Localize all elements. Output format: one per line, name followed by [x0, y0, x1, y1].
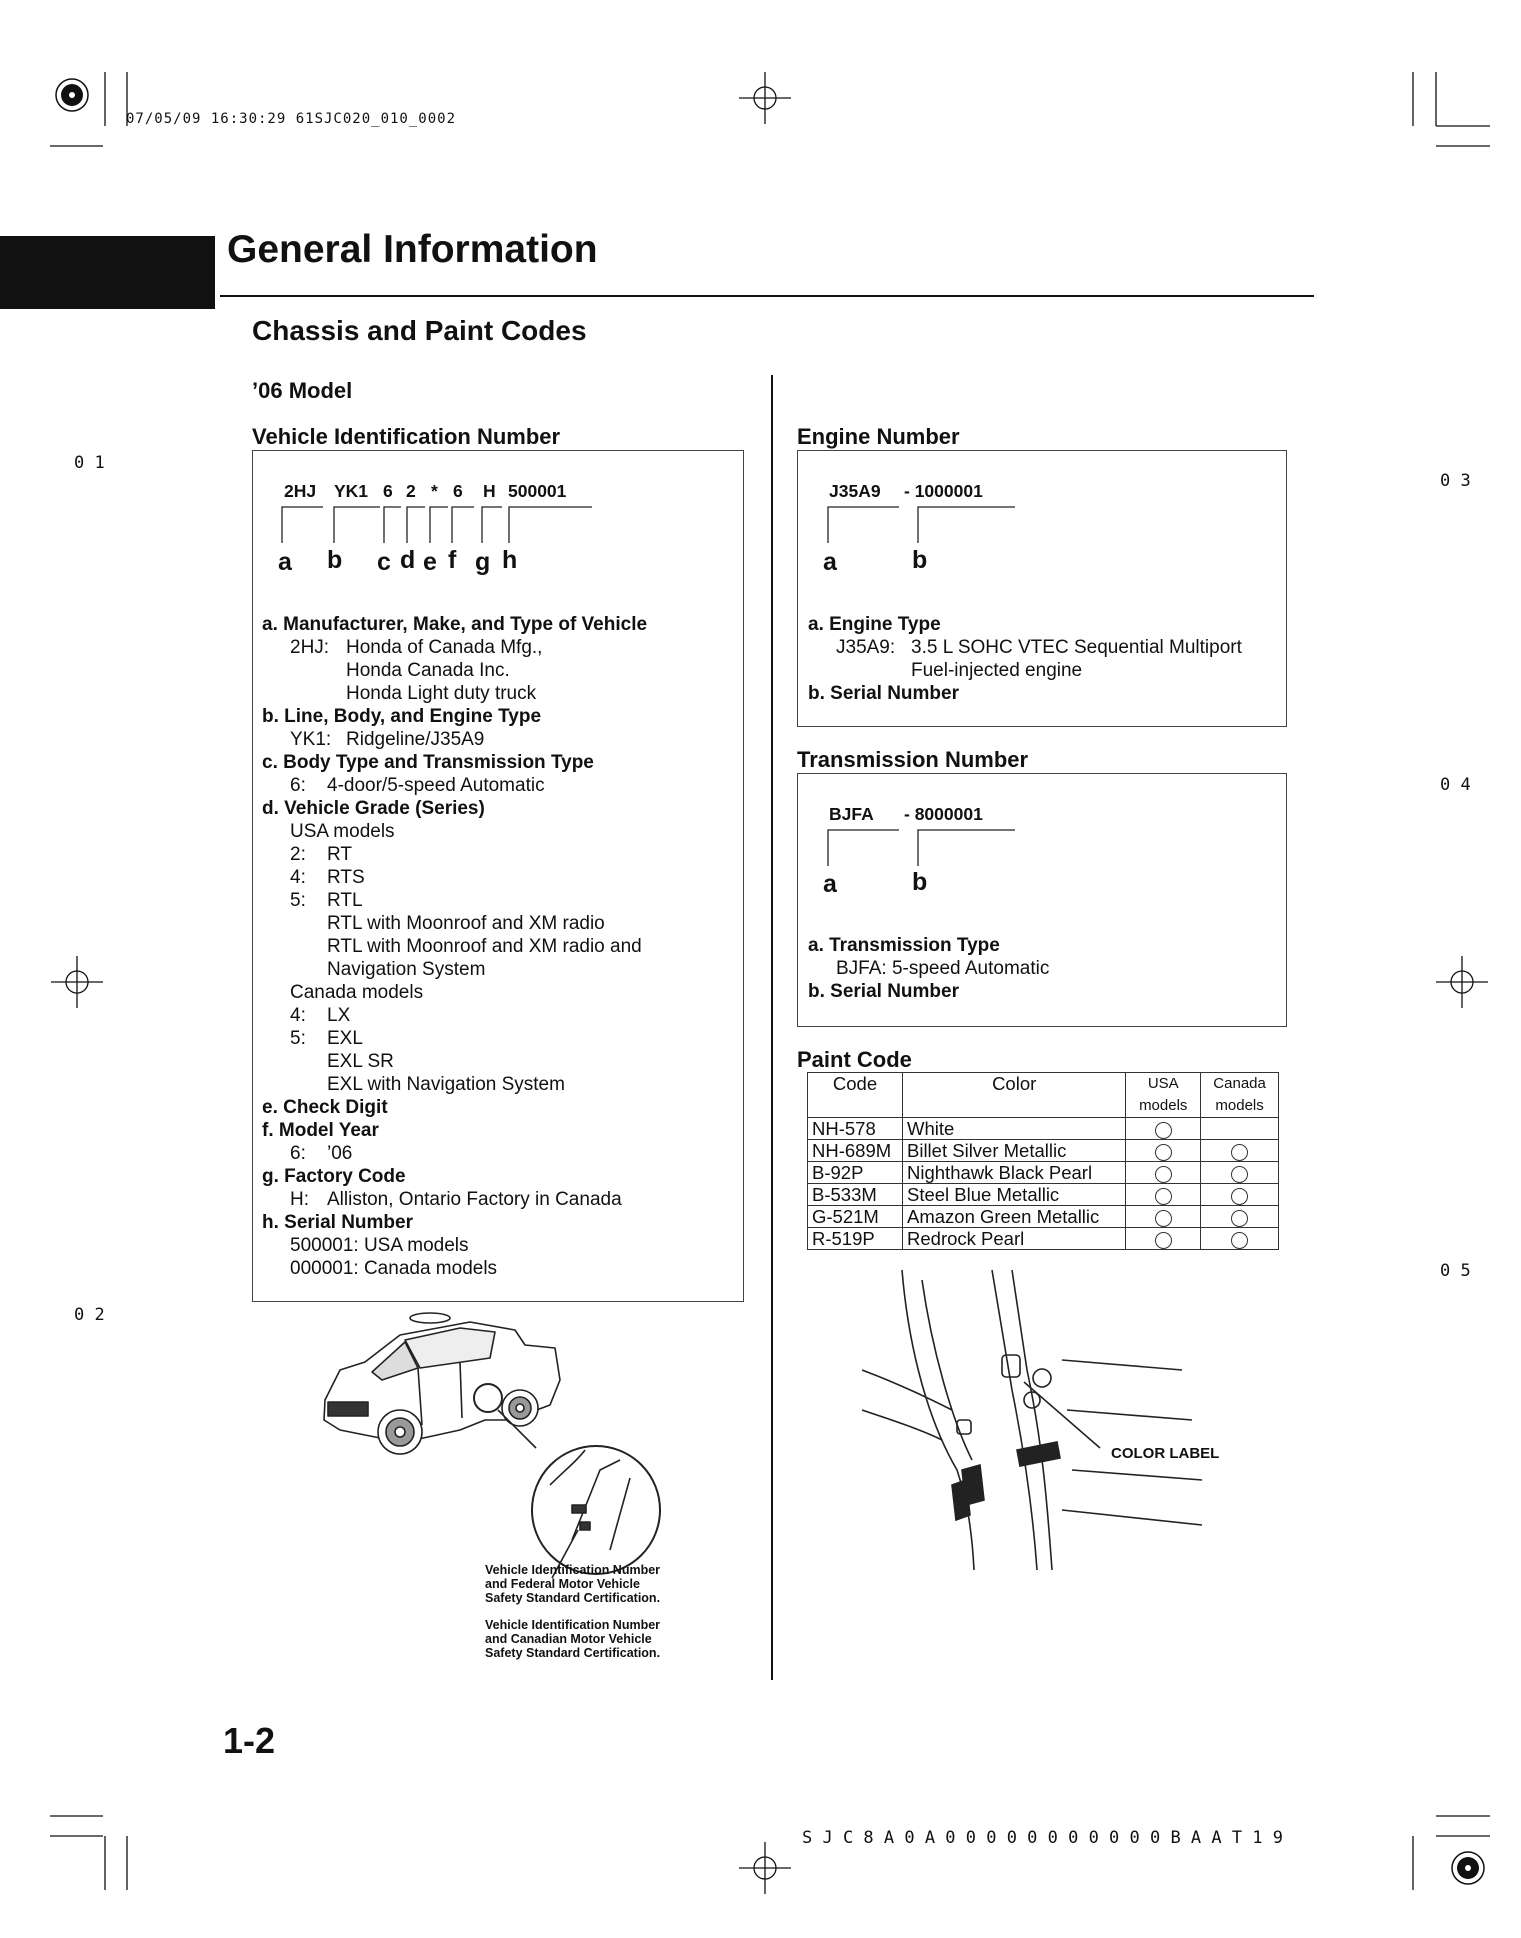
- engine-type-desc: Fuel-injected engine: [911, 660, 1083, 681]
- canada-availability: [1201, 1162, 1279, 1184]
- vin-letter: e: [423, 548, 437, 576]
- paint-color: Amazon Green Metallic: [903, 1206, 1126, 1228]
- paint-row: [808, 1228, 1279, 1250]
- transmission-code-b: - 8000001: [904, 804, 983, 824]
- available-circle-icon: [1231, 1188, 1248, 1205]
- vin-letter: a: [278, 548, 292, 576]
- vin-section-heading: g. Factory Code: [262, 1166, 406, 1187]
- paint-code: G-521M: [808, 1206, 903, 1228]
- available-circle-icon: [1155, 1166, 1172, 1183]
- vin-title: Vehicle Identification Number: [252, 424, 561, 449]
- paint-title: Paint Code: [797, 1047, 912, 1072]
- header-stamp: 07/05/09 16:30:29 61SJC020_010_0002: [126, 111, 457, 127]
- vin-section-heading: d. Vehicle Grade (Series): [262, 798, 485, 819]
- vin-detail: 4:: [290, 1005, 306, 1026]
- usa-availability: [1126, 1118, 1201, 1140]
- engine-type-desc: 3.5 L SOHC VTEC Sequential Multiport: [911, 637, 1242, 658]
- paint-code: B-533M: [808, 1184, 903, 1206]
- paint-header: USA models: [1126, 1073, 1201, 1118]
- paint-row: [808, 1140, 1279, 1162]
- engine-title: Engine Number: [797, 424, 960, 449]
- margin-mark: 0 5: [1440, 1261, 1471, 1281]
- engine-type-heading: a. Engine Type: [808, 614, 941, 635]
- usa-availability: [1126, 1184, 1201, 1206]
- margin-mark: 0 3: [1440, 471, 1471, 491]
- page-number: 1-2: [223, 1720, 276, 1761]
- engine-type-code: J35A9:: [836, 637, 896, 658]
- vin-detail: RT: [327, 844, 352, 865]
- crosshair-icon: [739, 1842, 791, 1894]
- vin-letter: f: [448, 546, 457, 574]
- crosshair-icon: [51, 956, 103, 1008]
- vin-detail: 6:: [290, 775, 306, 796]
- canada-availability: [1201, 1228, 1279, 1250]
- available-circle-icon: [1155, 1188, 1172, 1205]
- vin-detail: EXL SR: [327, 1051, 394, 1072]
- canada-availability: [1201, 1118, 1279, 1140]
- transmission-code-a: BJFA: [829, 804, 874, 824]
- vin-detail: 2:: [290, 844, 306, 865]
- vin-detail: YK1:: [290, 729, 332, 750]
- vin-detail: Honda Canada Inc.: [346, 660, 510, 681]
- vin-section-heading: b. Line, Body, and Engine Type: [262, 706, 542, 727]
- transmission-title: Transmission Number: [797, 747, 1029, 772]
- vin-detail: Alliston, Ontario Factory in Canada: [327, 1189, 622, 1210]
- vin-detail: 4-door/5-speed Automatic: [327, 775, 545, 796]
- usa-availability: [1126, 1228, 1201, 1250]
- paint-code: B-92P: [808, 1162, 903, 1184]
- vin-detail: USA models: [290, 821, 395, 842]
- margin-mark: 0 1: [74, 453, 105, 473]
- paint-row: [808, 1206, 1279, 1228]
- vin-detail: 6:: [290, 1143, 306, 1164]
- vin-detail: EXL: [327, 1028, 363, 1049]
- vin-code: YK1: [334, 481, 369, 501]
- transmission-serial-heading: b. Serial Number: [808, 981, 959, 1002]
- crosshair-icon: [1436, 956, 1488, 1008]
- model-heading: ’06 Model: [252, 378, 353, 403]
- engine-code-a: J35A9: [829, 481, 881, 501]
- vin-section-heading: h. Serial Number: [262, 1212, 413, 1233]
- paint-header: Code: [808, 1073, 903, 1118]
- truck-illustration: [310, 1310, 670, 1580]
- available-circle-icon: [1155, 1144, 1172, 1161]
- paint-header-row: [808, 1073, 1279, 1118]
- paint-row: [808, 1184, 1279, 1206]
- vin-detail: Honda of Canada Mfg.,: [346, 637, 543, 658]
- vin-detail: H:: [290, 1189, 309, 1210]
- paint-code: NH-689M: [808, 1140, 903, 1162]
- door-jamb-illustration: [862, 1270, 1222, 1580]
- vin-label-caption-2: Vehicle Identification Number and Canadian Motor Vehicle Safety Standard Certification.: [485, 1618, 661, 1660]
- available-circle-icon: [1231, 1144, 1248, 1161]
- paint-color: Steel Blue Metallic: [903, 1184, 1126, 1206]
- paint-header: Canada models: [1201, 1073, 1279, 1118]
- vin-code: 500001: [508, 481, 567, 501]
- subsection-title: Chassis and Paint Codes: [252, 315, 587, 346]
- vin-section-heading: f. Model Year: [262, 1120, 379, 1141]
- available-circle-icon: [1231, 1166, 1248, 1183]
- paint-header: Color: [903, 1073, 1126, 1118]
- color-label-caption: COLOR LABEL: [1111, 1445, 1220, 1462]
- vin-letter: d: [400, 546, 416, 574]
- vin-code: *: [431, 481, 438, 501]
- vin-section-heading: e. Check Digit: [262, 1097, 388, 1118]
- usa-availability: [1126, 1162, 1201, 1184]
- section-title: General Information: [227, 228, 598, 271]
- transmission-brackets: [0, 0, 1100, 900]
- paint-color: White: [903, 1118, 1126, 1140]
- canada-availability: [1201, 1140, 1279, 1162]
- vin-detail: 5:: [290, 1028, 306, 1049]
- vin-detail: 4:: [290, 867, 306, 888]
- engine-letter: a: [823, 548, 837, 576]
- vin-label-caption-1: Vehicle Identification Number and Federal Motor Vehicle Safety Standard Certification.: [485, 1563, 661, 1605]
- vin-letter: b: [327, 546, 343, 574]
- transmission-letter: a: [823, 870, 837, 898]
- vin-code: 6: [453, 481, 463, 501]
- canada-availability: [1201, 1184, 1279, 1206]
- vin-detail: 000001: Canada models: [290, 1258, 498, 1279]
- vin-detail: Ridgeline/J35A9: [346, 729, 485, 750]
- vin-detail: Honda Light duty truck: [346, 683, 537, 704]
- vin-detail: 2HJ:: [290, 637, 330, 658]
- vin-section-heading: a. Manufacturer, Make, and Type of Vehicle: [262, 614, 648, 635]
- paint-color: Nighthawk Black Pearl: [903, 1162, 1126, 1184]
- vin-detail: RTL: [327, 890, 363, 911]
- transmission-type-heading: a. Transmission Type: [808, 935, 1000, 956]
- paint-color: Redrock Pearl: [903, 1228, 1126, 1250]
- vin-letter: g: [475, 548, 491, 576]
- paint-row: [808, 1118, 1279, 1140]
- vin-detail: RTL with Moonroof and XM radio: [327, 913, 605, 934]
- registration-sunburst-icon: [1452, 1852, 1484, 1884]
- paint-table: [807, 1072, 1279, 1250]
- vin-code: 2HJ: [284, 481, 317, 501]
- vin-detail: 500001: USA models: [290, 1235, 469, 1256]
- vin-letter: h: [502, 546, 518, 574]
- vin-detail: RTS: [327, 867, 365, 888]
- vin-detail: LX: [327, 1005, 351, 1026]
- paint-row: [808, 1162, 1279, 1184]
- margin-mark: 0 2: [74, 1305, 105, 1325]
- vin-detail: Navigation System: [327, 959, 486, 980]
- vin-letter: c: [377, 548, 391, 576]
- engine-letter: b: [912, 546, 928, 574]
- vin-detail: ’06: [327, 1143, 353, 1164]
- paint-code: R-519P: [808, 1228, 903, 1250]
- engine-serial-heading: b. Serial Number: [808, 683, 959, 704]
- available-circle-icon: [1231, 1232, 1248, 1249]
- available-circle-icon: [1155, 1232, 1172, 1249]
- paint-code: NH-578: [808, 1118, 903, 1140]
- vin-detail: Canada models: [290, 982, 424, 1003]
- available-circle-icon: [1155, 1210, 1172, 1227]
- vin-detail: 5:: [290, 890, 306, 911]
- usa-availability: [1126, 1140, 1201, 1162]
- footer-code: S J C 8 A 0 A 0 0 0 0 0 0 0 0 0 0 0 B A A T 1 9: [802, 1828, 1284, 1848]
- transmission-letter: b: [912, 868, 928, 896]
- vin-code: 2: [406, 481, 416, 501]
- usa-availability: [1126, 1206, 1201, 1228]
- vin-detail: RTL with Moonroof and XM radio and: [327, 936, 642, 957]
- vin-code: 6: [383, 481, 393, 501]
- canada-availability: [1201, 1206, 1279, 1228]
- margin-mark: 0 4: [1440, 775, 1471, 795]
- engine-code-b: - 1000001: [904, 481, 983, 501]
- available-circle-icon: [1155, 1122, 1172, 1139]
- vin-code: H: [483, 481, 496, 501]
- available-circle-icon: [1231, 1210, 1248, 1227]
- transmission-type-line: BJFA: 5-speed Automatic: [836, 958, 1050, 979]
- vin-detail: EXL with Navigation System: [327, 1074, 565, 1095]
- paint-color: Billet Silver Metallic: [903, 1140, 1126, 1162]
- vin-section-heading: c. Body Type and Transmission Type: [262, 752, 594, 773]
